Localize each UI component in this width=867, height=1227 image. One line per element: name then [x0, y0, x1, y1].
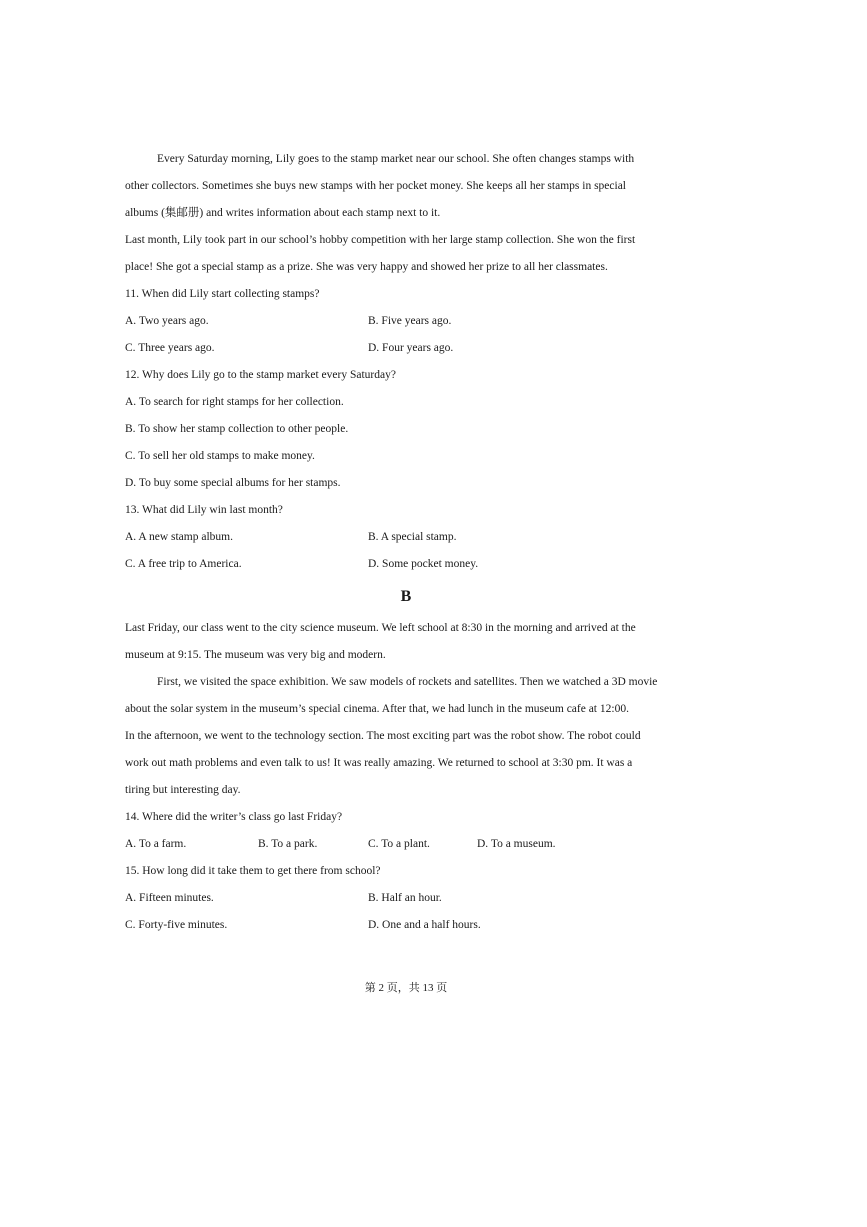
question-14-option-a: A. To a farm. [125, 838, 187, 850]
passage-a-line-5: place! She got a special stamp as a prize. She was very happy and showed her prize to all her classmates. [125, 261, 608, 273]
question-14-stem: 14. Where did the writer’s class go last Friday? [125, 811, 343, 823]
question-13-stem: 13. What did Lily win last month? [125, 504, 283, 516]
passage-a-line-3: albums (集邮册) and writes information about each stamp next to it. [125, 207, 441, 219]
question-11-stem: 11. When did Lily start collecting stamps? [125, 288, 320, 300]
question-11-option-a: A. Two years ago. [125, 315, 209, 327]
question-13-option-c: C. A free trip to America. [125, 558, 242, 570]
question-15-option-a: A. Fifteen minutes. [125, 892, 214, 904]
question-12-option-c: C. To sell her old stamps to make money. [125, 450, 315, 462]
question-12-option-a: A. To search for right stamps for her collection. [125, 396, 344, 408]
page-number-footer: 第 2 页，共 13 页 [364, 982, 448, 994]
question-14-option-d: D. To a museum. [477, 838, 556, 850]
question-13-option-b: B. A special stamp. [368, 531, 457, 543]
passage-a-line-1: Every Saturday morning, Lily goes to the stamp market near our school. She often changes stamps with [157, 153, 635, 165]
question-12-stem: 12. Why does Lily go to the stamp market every Saturday? [125, 369, 396, 381]
question-15-option-d: D. One and a half hours. [368, 919, 481, 931]
question-14-option-c: C. To a plant. [368, 838, 430, 850]
passage-b-line-1: Last Friday, our class went to the city science museum. We left school at 8:30 in the morning and arrived at the [125, 622, 636, 634]
passage-b-line-7: tiring but interesting day. [125, 784, 241, 796]
question-12-option-b: B. To show her stamp collection to other people. [125, 423, 349, 435]
passage-a-line-2: other collectors. Sometimes she buys new stamps with her pocket money. She keeps all her stamps in special [125, 180, 626, 192]
question-11-option-b: B. Five years ago. [368, 315, 452, 327]
passage-b-line-4: about the solar system in the museum’s special cinema. After that, we had lunch in the museum cafe at 12:00. [125, 703, 629, 715]
question-11-option-d: D. Four years ago. [368, 342, 454, 354]
passage-b-line-5: In the afternoon, we went to the technology section. The most exciting part was the robot show. The robot could [125, 730, 641, 742]
passage-a-line-4: Last month, Lily took part in our school’s hobby competition with her large stamp collection. She won the first [125, 234, 636, 246]
question-15-stem: 15. How long did it take them to get there from school? [125, 865, 381, 877]
section-b-heading: B [400, 588, 412, 605]
question-15-option-c: C. Forty-five minutes. [125, 919, 228, 931]
question-11-option-c: C. Three years ago. [125, 342, 215, 354]
question-13-option-d: D. Some pocket money. [368, 558, 479, 570]
passage-b-line-3: First, we visited the space exhibition. We saw models of rockets and satellites. Then we watched a 3D movie [157, 676, 658, 688]
passage-b-line-2: museum at 9:15. The museum was very big and modern. [125, 649, 386, 661]
question-12-option-d: D. To buy some special albums for her stamps. [125, 477, 341, 489]
question-13-option-a: A. A new stamp album. [125, 531, 233, 543]
passage-b-line-6: work out math problems and even talk to us! It was really amazing. We returned to school at 3:30 pm. It was a [125, 757, 633, 769]
question-15-option-b: B. Half an hour. [368, 892, 442, 904]
question-14-option-b: B. To a park. [258, 838, 318, 850]
